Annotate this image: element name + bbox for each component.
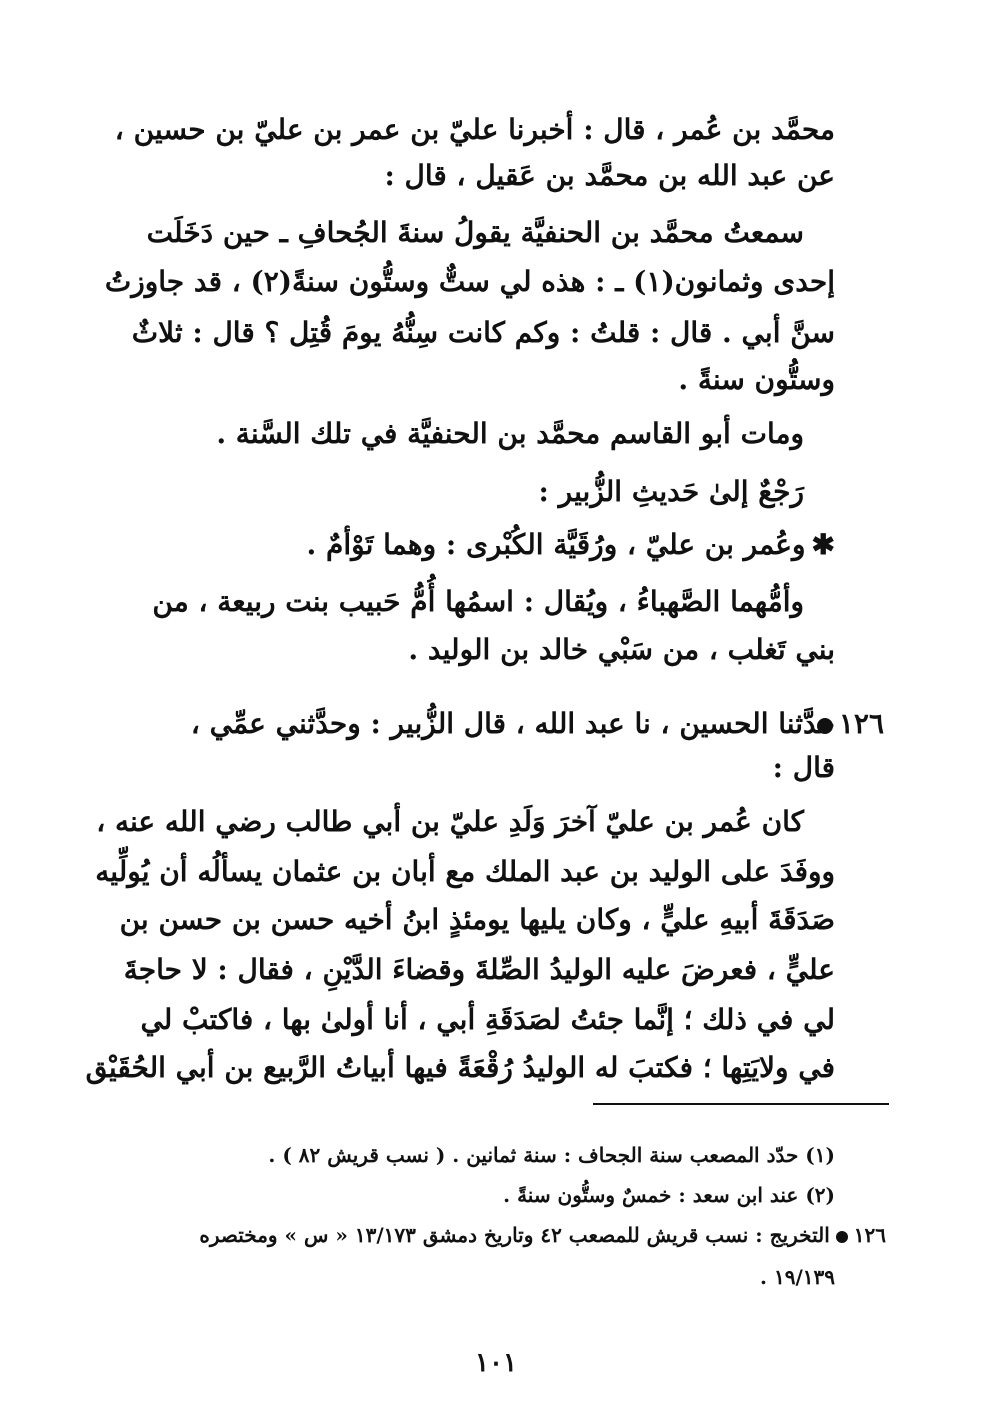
- text-line-19: في ولايَتِها ؛ فكتبَ له الوليدُ رُقْعَةً فيها أبياتُ الرَّبيع بن أبي الحُقَيْق: [85, 1051, 835, 1084]
- text-line-11: بني تَغلب ، من سَبْي خالد بن الوليد .: [408, 633, 835, 666]
- page-number: ١٠١: [475, 1348, 517, 1378]
- footnote-bullet-icon: [836, 1231, 848, 1243]
- text-line-13: قال :: [772, 751, 835, 784]
- text-line-15: ووفَدَ على الوليد بن عبد الملك مع أبان بن عثمان يسألُه أن يُولِّيه: [95, 855, 835, 888]
- text-line-9-content: وعُمر بن عليّ ، ورُقَيَّة الكُبْرى : وهما تَوْأمٌ .: [306, 528, 806, 561]
- text-line-4: إحدى وثمانون(١) ـ : هذه لي ستٌّ وستُّون سنةً(٢) ، قد جاوزتُ: [104, 265, 835, 298]
- text-line-12: حدَّثنا الحسين ، نا عبد الله ، قال الزُّبير : وحدَّثني عمِّي ،: [190, 707, 835, 740]
- text-line-10: وأمُّهما الصَّهباءُ ، ويُقال : اسمُها أُمُّ حَبيب بنت ربيعة ، من: [152, 585, 804, 618]
- text-line-3: سمعتُ محمَّد بن الحنفيَّة يقولُ سنةَ الجُحافِ ـ حين دَخَلَت: [146, 216, 804, 249]
- footnote-divider: [593, 1103, 889, 1105]
- hadith-number-text: ١٢٦: [838, 707, 884, 740]
- text-line-1: محمَّد بن عُمر ، قال : أخبرنا عليّ بن عمر بن عليّ بن حسين ،: [114, 113, 835, 146]
- text-line-16: صَدَقَةَ أبيهِ عليٍّ ، وكان يليها يومئذٍ ابنُ أخيه حسن بن حسن بن: [119, 903, 835, 936]
- text-line-17: عليٍّ ، فعرضَ عليه الوليدُ الصِّلةَ وقضاءَ الدَّيْنِ ، فقال : لا حاجةَ: [123, 953, 835, 986]
- text-line-7: ومات أبو القاسم محمَّد بن الحنفيَّة في تلك السَّنة .: [216, 417, 804, 450]
- text-line-6: وستُّون سنةً .: [678, 363, 835, 396]
- text-line-14: كان عُمر بن عليّ آخرَ وَلَدِ عليّ بن أبي طالب رضي الله عنه ،: [96, 805, 804, 838]
- asterisk-icon: ✱: [811, 528, 835, 561]
- text-line-18: لي في ذلك ؛ إنَّما جئتُ لصَدَقَةِ أبي ، أنا أولىٰ بها ، فاكتبْ لي: [140, 1003, 835, 1036]
- text-line-5: سنَّ أبي . قال : قلتُ : وكم كانت سِنُّهُ يومَ قُتِل ؟ قال : ثلاثٌ: [131, 316, 835, 349]
- footnote-3-number: ١٢٦: [853, 1223, 886, 1247]
- footnote-2: (٢) عند ابن سعد : خمسٌ وستُّون سنةً .: [503, 1183, 835, 1207]
- footnote-1: (١) حدّد المصعب سنة الجحاف : سنة ثمانين . ( نسب قريش ٨٢ ) .: [268, 1143, 835, 1167]
- text-line-9: [155, 525, 835, 565]
- footnote-3: [199, 1220, 886, 1250]
- section-heading: رَجْعٌ إلىٰ حَديثِ الزُّبير :: [538, 475, 804, 508]
- footnote-3-text: التخريج : نسب قريش للمصعب ٤٢ وتاريخ دمشق ١٣/١٧٣ « س » ومختصره: [199, 1223, 830, 1247]
- text-line-2: عن عبد الله بن محمَّد بن عَقيل ، قال :: [384, 159, 835, 192]
- footnote-4: ١٩/١٣٩ .: [760, 1265, 835, 1289]
